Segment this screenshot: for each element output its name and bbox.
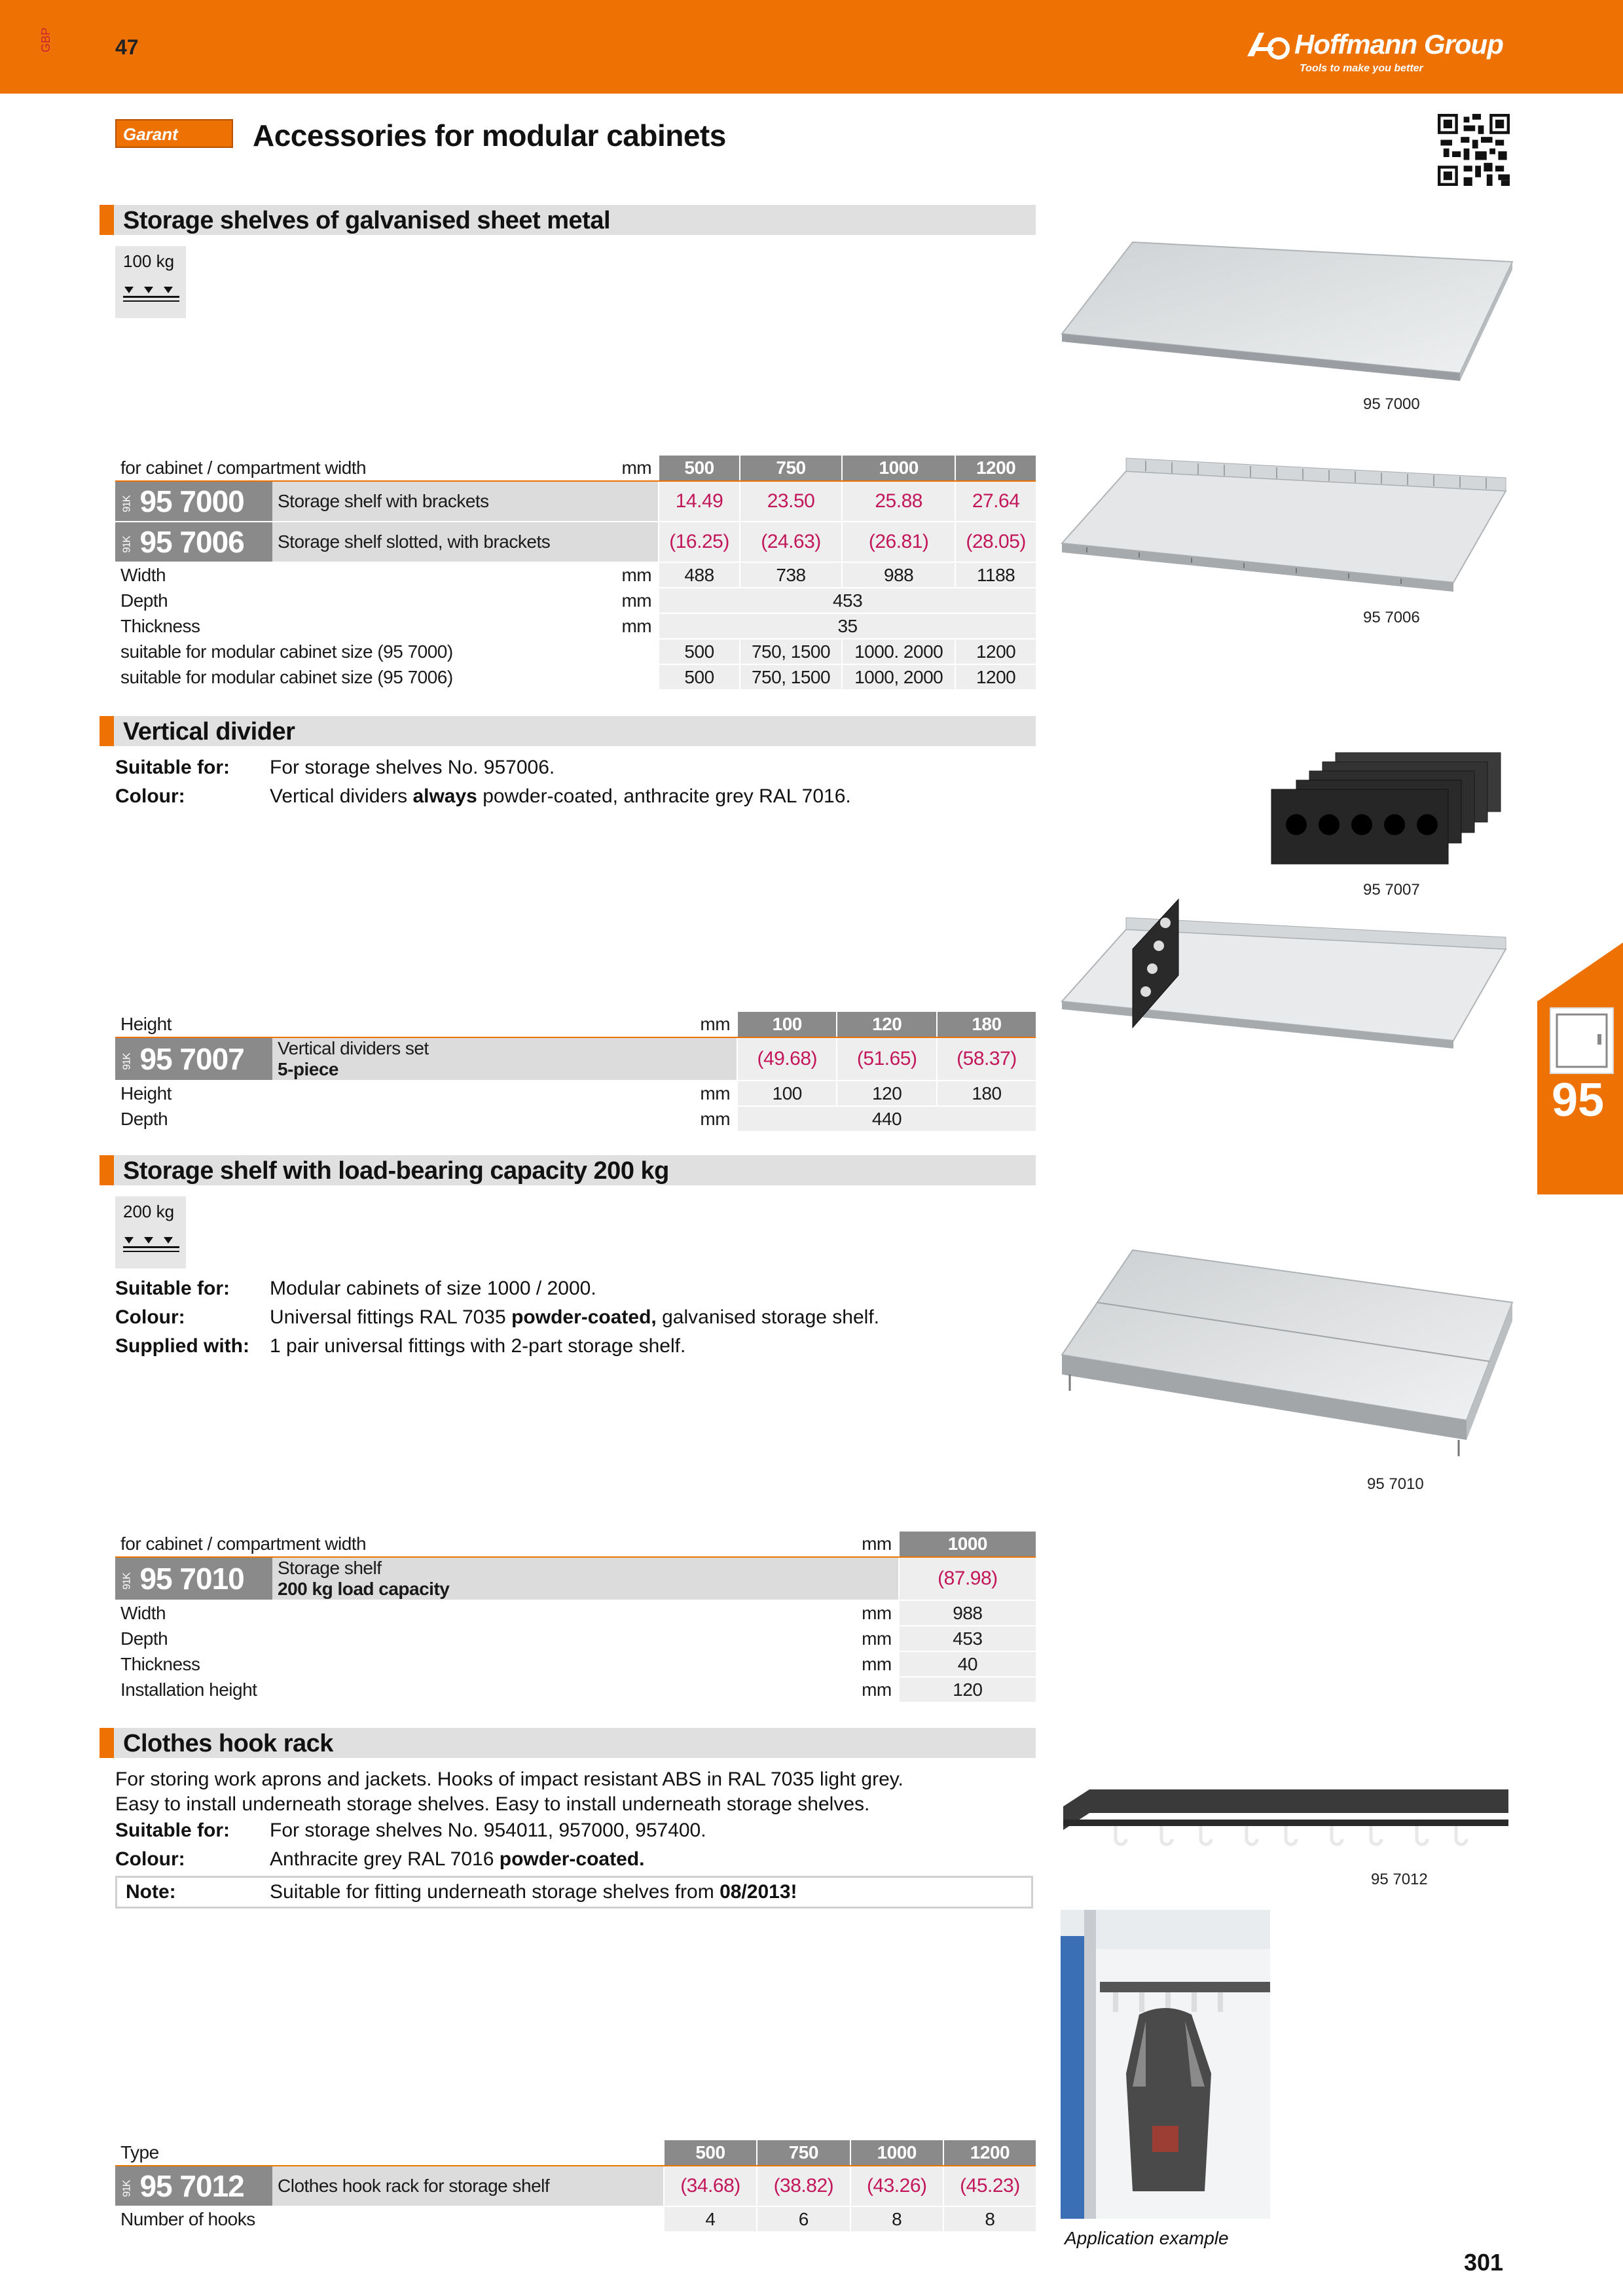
row-label: Depth bbox=[115, 1106, 691, 1132]
spec-table-shelf-200kg bbox=[115, 1532, 1036, 1703]
product-image-divider-in-shelf bbox=[1061, 897, 1519, 1054]
table-row bbox=[115, 1600, 1036, 1626]
cell: 1200 bbox=[955, 639, 1036, 664]
application-example-caption: Application example bbox=[1065, 2228, 1229, 2248]
load-weight-icon bbox=[122, 284, 182, 304]
table-row bbox=[115, 1677, 1036, 1702]
article-description: Clothes hook rack for storage shelf bbox=[272, 2166, 664, 2206]
row-label: Depth bbox=[115, 588, 613, 613]
row-unit: mm bbox=[613, 588, 659, 613]
table-row bbox=[115, 1626, 1036, 1651]
article-row[interactable] bbox=[115, 481, 1036, 522]
row-unit: mm bbox=[853, 1626, 899, 1651]
col-500: 500 bbox=[659, 456, 740, 481]
image-label: 95 7012 bbox=[1371, 1871, 1428, 1888]
load-capacity-text: 200 kg bbox=[123, 1202, 175, 1221]
cell: 35 bbox=[659, 613, 1036, 639]
cell: 488 bbox=[659, 562, 740, 588]
cell: 500 bbox=[659, 664, 740, 690]
table-row bbox=[115, 1651, 1036, 1677]
article-row[interactable] bbox=[115, 522, 1036, 562]
price: (24.63) bbox=[740, 522, 842, 562]
cell: 100 bbox=[737, 1081, 837, 1106]
col-500: 500 bbox=[664, 2140, 757, 2166]
price: (43.26) bbox=[850, 2166, 943, 2206]
cell: 988 bbox=[842, 562, 955, 588]
load-capacity-badge bbox=[115, 246, 186, 318]
catalogue-code: GBP bbox=[39, 27, 52, 52]
image-label: 95 7006 bbox=[1363, 609, 1420, 626]
table-row bbox=[115, 562, 1036, 588]
col-1200: 1200 bbox=[955, 456, 1036, 481]
section-title: Storage shelf with load-bearing capacity 200 kg bbox=[123, 1157, 669, 1185]
section-accent bbox=[100, 716, 114, 746]
image-label: 95 7007 bbox=[1363, 881, 1420, 899]
section-title: Clothes hook rack bbox=[123, 1730, 333, 1757]
table-row bbox=[115, 2206, 1036, 2232]
article-number[interactable]: 91K 95 7007 bbox=[115, 1037, 272, 1081]
cell: 1200 bbox=[955, 664, 1036, 690]
cell: 40 bbox=[899, 1651, 1036, 1677]
row-label: Height bbox=[115, 1081, 691, 1106]
page-number-top: 47 bbox=[115, 35, 139, 59]
spec-table-storage-shelves bbox=[115, 456, 1036, 691]
row-label: Number of hooks bbox=[115, 2206, 664, 2232]
load-capacity-badge bbox=[115, 1196, 186, 1268]
product-image-957012 bbox=[1063, 1787, 1508, 1859]
col-1000: 1000 bbox=[850, 2140, 943, 2166]
colour-label: Colour: bbox=[115, 1306, 185, 1328]
article-number[interactable]: 91K 95 7006 bbox=[115, 522, 272, 562]
cell: 750, 1500 bbox=[740, 664, 842, 690]
article-row[interactable] bbox=[115, 2166, 1036, 2206]
row-unit: mm bbox=[853, 1677, 899, 1702]
spec-table-clothes-hook-rack bbox=[115, 2140, 1036, 2233]
supplied-with-label: Supplied with: bbox=[115, 1335, 249, 1357]
row-label: Thickness bbox=[115, 1651, 853, 1677]
article-description: Storage shelf with brackets bbox=[272, 481, 659, 522]
cell: 453 bbox=[659, 588, 1036, 613]
price: (28.05) bbox=[955, 522, 1036, 562]
suitable-for-label: Suitable for: bbox=[115, 757, 230, 778]
article-row[interactable] bbox=[115, 1037, 1036, 1081]
head-label: Height bbox=[115, 1012, 691, 1037]
application-example-image bbox=[1061, 1910, 1270, 2219]
cell: 500 bbox=[659, 639, 740, 664]
row-unit: mm bbox=[691, 1081, 737, 1106]
chapter-side-tab[interactable] bbox=[1537, 942, 1623, 1194]
price: (34.68) bbox=[664, 2166, 757, 2206]
row-label: Installation height bbox=[115, 1677, 853, 1702]
product-image-957010 bbox=[1061, 1244, 1519, 1466]
head-label: for cabinet / compartment width bbox=[115, 1532, 853, 1557]
section-vertical-divider bbox=[100, 716, 1036, 746]
table-row bbox=[115, 639, 1036, 664]
price: (58.37) bbox=[937, 1037, 1036, 1081]
section-shelf-200kg bbox=[100, 1155, 1036, 1185]
table-row bbox=[115, 664, 1036, 690]
qr-code-icon[interactable] bbox=[1438, 114, 1510, 186]
article-number[interactable]: 91K 95 7012 bbox=[115, 2166, 272, 2206]
row-unit: mm bbox=[853, 1651, 899, 1677]
section-storage-shelves bbox=[100, 205, 1036, 235]
table-row bbox=[115, 1106, 1036, 1132]
row-label: suitable for modular cabinet size (95 7000) bbox=[115, 639, 659, 664]
cell: 1000, 2000 bbox=[842, 664, 955, 690]
table-row bbox=[115, 1081, 1036, 1106]
cell: 120 bbox=[837, 1081, 936, 1106]
cell: 453 bbox=[899, 1626, 1036, 1651]
suitable-for-text: For storage shelves No. 954011, 957000, 957400. bbox=[270, 1820, 706, 1841]
price: (87.98) bbox=[899, 1557, 1036, 1600]
cell: 8 bbox=[850, 2206, 943, 2232]
price: 23.50 bbox=[740, 481, 842, 522]
article-row[interactable] bbox=[115, 1557, 1036, 1600]
article-number[interactable]: 91K 95 7010 bbox=[115, 1557, 272, 1600]
article-number[interactable]: 91K 95 7000 bbox=[115, 481, 272, 522]
suitable-for-label: Suitable for: bbox=[115, 1278, 230, 1299]
image-label: 95 7010 bbox=[1367, 1475, 1424, 1493]
price: 27.64 bbox=[955, 481, 1036, 522]
col-750: 750 bbox=[757, 2140, 850, 2166]
cabinet-icon bbox=[1550, 1008, 1613, 1073]
colour-label: Colour: bbox=[115, 785, 185, 807]
row-unit: mm bbox=[691, 1106, 737, 1132]
price: (49.68) bbox=[737, 1037, 837, 1081]
article-description: Storage shelf slotted, with brackets bbox=[272, 522, 659, 562]
section-clothes-hook-rack bbox=[100, 1728, 1036, 1758]
hoffmann-logo-icon bbox=[1247, 30, 1290, 63]
colour-label: Colour: bbox=[115, 1848, 185, 1870]
cell: 6 bbox=[757, 2206, 850, 2232]
col-180: 180 bbox=[937, 1012, 1036, 1037]
cell: 1000. 2000 bbox=[842, 639, 955, 664]
supplied-with-text: 1 pair universal fittings with 2-part storage shelf. bbox=[270, 1335, 686, 1357]
load-capacity-text: 100 kg bbox=[123, 251, 175, 271]
head-unit: mm bbox=[613, 456, 659, 481]
row-unit: mm bbox=[613, 562, 659, 588]
cell: 440 bbox=[737, 1106, 1036, 1132]
col-1000: 1000 bbox=[842, 456, 955, 481]
price: 14.49 bbox=[659, 481, 740, 522]
price: 25.88 bbox=[842, 481, 955, 522]
section-title: Storage shelves of galvanised sheet metal bbox=[123, 207, 611, 234]
description-line-1: For storing work aprons and jackets. Hooks of impact resistant ABS in RAL 7035 light grey. bbox=[115, 1768, 903, 1790]
cell: 750, 1500 bbox=[740, 639, 842, 664]
col-1200: 1200 bbox=[943, 2140, 1036, 2166]
cell: 8 bbox=[943, 2206, 1036, 2232]
section-accent bbox=[100, 205, 114, 235]
garant-logo: Garant bbox=[115, 119, 233, 148]
table-row bbox=[115, 613, 1036, 639]
image-label: 95 7000 bbox=[1363, 395, 1420, 413]
suitable-for-text: Modular cabinets of size 1000 / 2000. bbox=[270, 1278, 596, 1299]
cell: 1188 bbox=[955, 562, 1036, 588]
col-750: 750 bbox=[740, 456, 842, 481]
row-label: Depth bbox=[115, 1626, 853, 1651]
brand-name: Hoffmann Group bbox=[1294, 29, 1503, 60]
suitable-for-label: Suitable for: bbox=[115, 1820, 230, 1841]
hoffmann-logo[interactable] bbox=[1247, 25, 1509, 77]
page-title: Accessories for modular cabinets bbox=[253, 118, 726, 152]
note-text: Suitable for fitting underneath storage shelves from 08/2013! bbox=[270, 1881, 797, 1903]
load-weight-icon bbox=[122, 1234, 182, 1254]
price: (26.81) bbox=[842, 522, 955, 562]
head-label: for cabinet / compartment width bbox=[115, 456, 613, 481]
page-number-bottom: 301 bbox=[1464, 2249, 1504, 2276]
price: (38.82) bbox=[757, 2166, 850, 2206]
brand-tagline: Tools to make you better bbox=[1300, 63, 1423, 74]
product-image-957006 bbox=[1061, 452, 1519, 602]
col-120: 120 bbox=[837, 1012, 936, 1037]
cell: 738 bbox=[740, 562, 842, 588]
row-label: Width bbox=[115, 1600, 853, 1626]
row-label: Width bbox=[115, 562, 613, 588]
row-unit: mm bbox=[853, 1600, 899, 1626]
product-image-957000 bbox=[1061, 236, 1519, 386]
spec-table-vertical-divider bbox=[115, 1012, 1036, 1132]
row-label: suitable for modular cabinet size (95 7006) bbox=[115, 664, 659, 690]
head-unit: mm bbox=[853, 1532, 899, 1557]
chapter-number: 95 bbox=[1552, 1074, 1605, 1126]
col-100: 100 bbox=[737, 1012, 837, 1037]
section-accent bbox=[100, 1155, 114, 1185]
product-image-957007 bbox=[1270, 746, 1506, 877]
colour-text: Anthracite grey RAL 7016 powder-coated. bbox=[270, 1848, 645, 1870]
price: (51.65) bbox=[837, 1037, 936, 1081]
suitable-for-text: For storage shelves No. 957006. bbox=[270, 757, 555, 778]
article-description: Storage shelf 200 kg load capacity bbox=[272, 1557, 899, 1600]
cell: 988 bbox=[899, 1600, 1036, 1626]
col-1000: 1000 bbox=[899, 1532, 1036, 1557]
price: (16.25) bbox=[659, 522, 740, 562]
cell: 120 bbox=[899, 1677, 1036, 1702]
note-label: Note: bbox=[126, 1881, 176, 1903]
colour-text: Vertical dividers always powder-coated, anthracite grey RAL 7016. bbox=[270, 785, 851, 807]
price: (45.23) bbox=[943, 2166, 1036, 2206]
head-label: Type bbox=[115, 2140, 664, 2166]
head-unit: mm bbox=[691, 1012, 737, 1037]
colour-text: Universal fittings RAL 7035 powder-coated, galvanised storage shelf. bbox=[270, 1306, 879, 1328]
article-description: Vertical dividers set 5-piece bbox=[272, 1037, 737, 1081]
row-unit: mm bbox=[613, 613, 659, 639]
description-line-2: Easy to install underneath storage shelves. Easy to install underneath storage shelves. bbox=[115, 1793, 870, 1815]
table-row bbox=[115, 588, 1036, 613]
section-accent bbox=[100, 1728, 114, 1758]
section-title: Vertical divider bbox=[123, 718, 295, 745]
row-label: Thickness bbox=[115, 613, 613, 639]
cell: 4 bbox=[664, 2206, 757, 2232]
cell: 180 bbox=[937, 1081, 1036, 1106]
